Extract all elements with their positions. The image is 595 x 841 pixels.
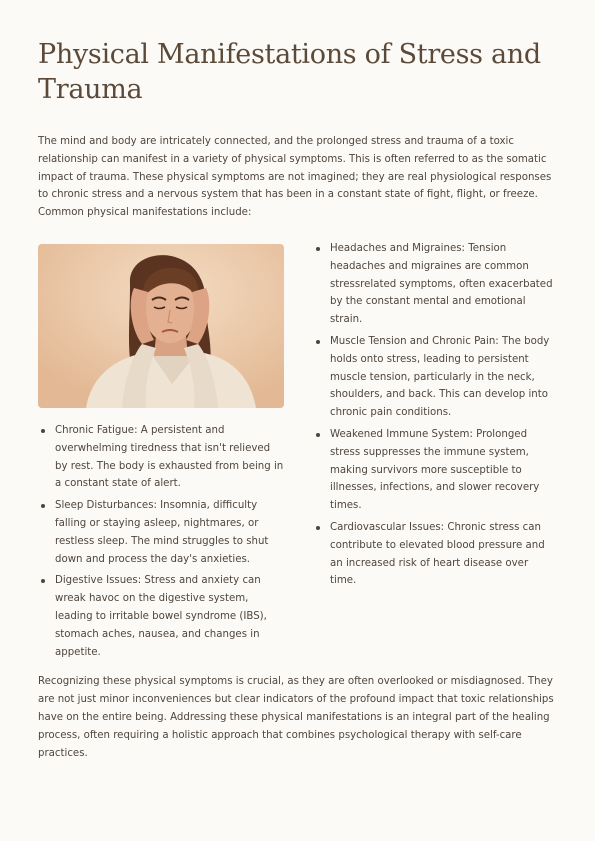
list-item: Sleep Disturbances: Insomnia, difficulty falling or staying asleep, nightmares, or restless sleep. The mind struggles to shut down and process the day's anxieties. (38, 497, 284, 568)
left-symptom-list (38, 422, 284, 661)
stressed-woman-photo (38, 244, 284, 408)
photo-illustration (38, 244, 284, 408)
list-item: Digestive Issues: Stress and anxiety can wreak havoc on the digestive system, leading to irritable bowel syndrome (IBS), stomach aches, nausea, and changes in appetite. (38, 572, 284, 661)
list-item: Chronic Fatigue: A persistent and overwhelming tiredness that isn't relieved by rest. The body is exhausted from being in a constant state of alert. (38, 422, 284, 493)
right-symptom-list (313, 240, 557, 590)
closing-paragraph: Recognizing these physical symptoms is crucial, as they are often overlooked or misdiagnosed. They are not just minor inconveniences but clear indicators of the profound impact that toxic relationships have on the entire being. Addressing these physical manifestations is an integral part of the healing process, often requiring a holistic approach that combines psychological therapy with self-care practices. (38, 676, 554, 759)
intro-paragraph: The mind and body are intricately connected, and the prolonged stress and trauma of a toxic relationship can manifest in a variety of physical symptoms. This is often referred to as the somatic impact of trauma. These physical symptoms are not imagined; they are real physiological responses to chronic stress and a nervous system that has been in a constant state of fight, flight, or freeze. Common physical manifestations include: (38, 136, 552, 219)
list-item: Cardiovascular Issues: Chronic stress can contribute to elevated blood pressure and an increased risk of heart disease over time. (313, 519, 557, 590)
list-item: Weakened Immune System: Prolonged stress suppresses the immune system, making survivors more susceptible to illnesses, infections, and slower recovery times. (313, 426, 557, 515)
two-column-section (38, 244, 557, 665)
list-item: Muscle Tension and Chronic Pain: The body holds onto stress, leading to persistent muscle tension, particularly in the neck, shoulders, and back. This can develop into chronic pain conditions. (313, 333, 557, 422)
left-column (38, 244, 284, 665)
list-item: Headaches and Migraines: Tension headaches and migraines are common stressrelated symptoms, often exacerbated by the constant mental and emotional strain. (313, 240, 557, 329)
page-title: Physical Manifestations of Stress and Trauma (38, 39, 541, 105)
right-column (313, 240, 557, 665)
